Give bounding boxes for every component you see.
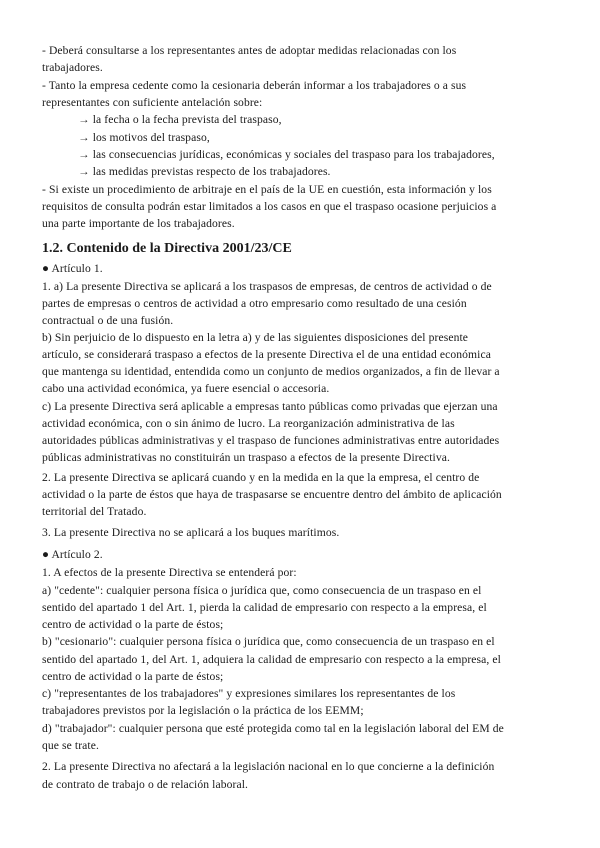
section-heading: 1.2. Contenido de la Directiva 2001/23/CE [42, 241, 292, 256]
arrow-list-item: → las medidas previstas respecto de los trabajadores. [78, 165, 331, 178]
text-line: b) Sin perjuicio de lo dispuesto en la letra a) y de las siguientes disposiciones del presente [42, 331, 469, 344]
text-line: públicas administrativas no constituirán un traspaso a efectos de la presente Directiva. [42, 451, 451, 464]
text-line: que mantenga su identidad, entendida como un conjunto de medios organizados, a fin de llevar a [42, 365, 500, 378]
text-line: - Deberá consultarse a los representantes antes de adoptar medidas relacionadas con los [42, 44, 457, 57]
text-line: sentido del apartado 1, del Art. 1, adquiera la calidad de empresario con respecto a la empresa, el [42, 653, 501, 666]
text-line: representantes con suficiente antelación sobre: [42, 96, 263, 109]
text-line: autoridades públicas administrativas y el traspaso de funciones administrativas entre autoridades [42, 434, 500, 447]
text-line: centro de actividad o la parte de éstos; [42, 670, 224, 683]
text-line: que se trate. [42, 739, 99, 752]
text-line: c) "representantes de los trabajadores" y expresiones similares los representantes de los [42, 687, 456, 700]
text-line: - Si existe un procedimiento de arbitraje en el país de la UE en cuestión, esta información y los [42, 183, 492, 196]
text-line: 1. a) La presente Directiva se aplicará a los traspasos de empresas, de centros de actividad o de [42, 280, 492, 293]
text-line: 2. La presente Directiva no afectará a la legislación nacional en lo que concierne a la definición [42, 760, 495, 773]
text-line: sentido del apartado 1 del Art. 1, pierda la calidad de empresario con respecto a la empresa, el [42, 601, 487, 614]
arrow-list-item: → las consecuencias jurídicas, económicas y sociales del traspaso para los trabajadores, [78, 148, 495, 161]
text-line: actividad económica, con o sin ánimo de lucro. La reorganización administrativa de las [42, 417, 455, 430]
text-line: territorial del Tratado. [42, 505, 147, 518]
text-line: requisitos de consulta podrán estar limitados a los casos en que el traspaso ocasione perjuicios a [42, 200, 497, 213]
article-title: ● Artículo 2. [42, 548, 103, 561]
text-line: 3. La presente Directiva no se aplicará a los buques marítimos. [42, 526, 340, 539]
text-line: c) La presente Directiva será aplicable a empresas tanto públicas como privadas que ejerzan una [42, 400, 498, 413]
text-line: cabo una actividad económica, ya fuere esencial o accesoria. [42, 382, 330, 395]
text-line: 1. A efectos de la presente Directiva se entenderá por: [42, 566, 297, 579]
text-line: una parte importante de los trabajadores. [42, 217, 235, 230]
text-line: actividad o la parte de éstos que haya de traspasarse se encuentre dentro del ámbito de aplicación [42, 488, 502, 501]
text-line: 2. La presente Directiva se aplicará cuando y en la medida en la que la empresa, el centro de [42, 471, 480, 484]
arrow-list-item: → los motivos del traspaso, [78, 131, 210, 144]
text-line: contractual o de una fusión. [42, 314, 174, 327]
arrow-list-item: → la fecha o la fecha prevista del traspaso, [78, 113, 282, 126]
text-line: de contrato de trabajo o de relación laboral. [42, 778, 249, 791]
article-title: ● Artículo 1. [42, 262, 103, 275]
text-line: d) "trabajador": cualquier persona que esté protegida como tal en la legislación laboral del EM de [42, 722, 504, 735]
text-line: partes de empresas o centros de actividad a otro empresario como resultado de una cesión [42, 297, 467, 310]
text-line: trabajadores previstos por la legislación o la práctica de los EEMM; [42, 704, 364, 717]
text-line: centro de actividad o la parte de éstos; [42, 618, 224, 631]
text-line: a) "cedente": cualquier persona física o jurídica que, como consecuencia de un traspaso en el [42, 584, 482, 597]
text-line: b) "cesionario": cualquier persona física o jurídica que, como consecuencia de un traspaso en el [42, 635, 495, 648]
text-line: trabajadores. [42, 61, 103, 74]
text-line: artículo, se considerará traspaso a efectos de la presente Directiva el de una entidad económica [42, 348, 491, 361]
text-line: - Tanto la empresa cedente como la cesionaria deberán informar a los trabajadores o a sus [42, 79, 467, 92]
